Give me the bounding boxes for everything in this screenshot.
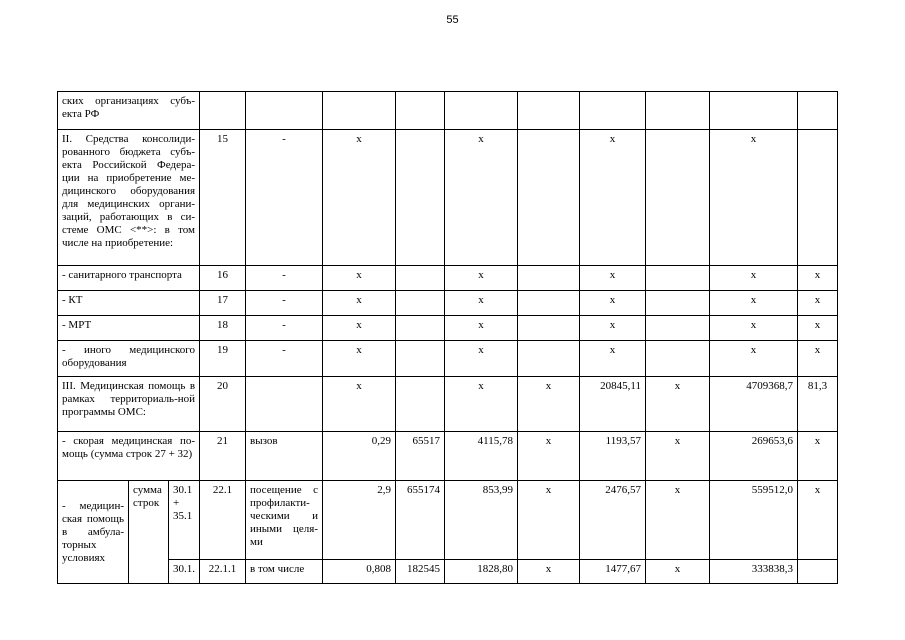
value-cell — [518, 266, 580, 291]
value-cell: х — [580, 291, 646, 316]
table-row — [58, 341, 838, 377]
value-cell — [518, 341, 580, 377]
unit-cell — [246, 377, 323, 432]
row-number: 22.1 — [200, 481, 246, 560]
value-cell: 853,99 — [445, 481, 518, 560]
table-row — [58, 377, 838, 432]
value-cell: х — [646, 560, 710, 584]
row-name: - скорая медицинская по-мощь (сумма строк 27 + 32) — [58, 432, 200, 481]
unit-cell: вызов — [246, 432, 323, 481]
value-cell: х — [445, 130, 518, 266]
value-cell: х — [710, 266, 798, 291]
value-cell — [396, 92, 445, 130]
value-cell — [396, 266, 445, 291]
value-cell — [396, 316, 445, 341]
value-cell: х — [798, 341, 838, 377]
unit-cell: - — [246, 341, 323, 377]
value-cell — [396, 291, 445, 316]
value-cell — [646, 266, 710, 291]
value-cell: х — [518, 481, 580, 560]
value-cell: х — [518, 560, 580, 584]
table-row — [58, 481, 838, 560]
value-cell: х — [710, 130, 798, 266]
value-cell — [646, 92, 710, 130]
value-cell: х — [710, 291, 798, 316]
value-cell: х — [798, 432, 838, 481]
value-cell: х — [580, 130, 646, 266]
value-cell: х — [710, 316, 798, 341]
table-row — [58, 130, 838, 266]
row-number: 17 — [200, 291, 246, 316]
value-cell: 1193,57 — [580, 432, 646, 481]
table-row — [58, 291, 838, 316]
value-cell: х — [580, 266, 646, 291]
row-number: 21 — [200, 432, 246, 481]
value-cell: х — [798, 291, 838, 316]
value-cell: х — [646, 377, 710, 432]
row-name: II. Средства консолиди-рованного бюджета субъ-екта Российской Федера-ции на приобретение ме-дицинского оборудования для медицинских органи-заций, работающих в си-стеме ОМС <**>: в том числе на приобретение: — [58, 130, 200, 266]
unit-cell: - — [246, 266, 323, 291]
value-cell: х — [710, 341, 798, 377]
value-cell: 182545 — [396, 560, 445, 584]
value-cell: 2476,57 — [580, 481, 646, 560]
value-cell — [798, 92, 838, 130]
value-cell: х — [518, 432, 580, 481]
row-number — [200, 92, 246, 130]
row-name: ских организациях субъ-екта РФ — [58, 92, 200, 130]
row-name: - КТ — [58, 291, 200, 316]
value-cell: 20845,11 — [580, 377, 646, 432]
value-cell — [798, 560, 838, 584]
value-cell: х — [323, 316, 396, 341]
table-row — [58, 92, 838, 130]
value-cell — [518, 130, 580, 266]
value-cell: 4709368,7 — [710, 377, 798, 432]
table-row — [58, 316, 838, 341]
row-name: - иного медицинского оборудования — [58, 341, 200, 377]
value-cell — [646, 341, 710, 377]
value-cell — [646, 316, 710, 341]
value-cell: х — [580, 341, 646, 377]
value-cell — [798, 130, 838, 266]
row-name: - МРТ — [58, 316, 200, 341]
page-number: 55 — [446, 14, 459, 26]
value-cell: 655174 — [396, 481, 445, 560]
row-number: 16 — [200, 266, 246, 291]
value-cell: х — [323, 291, 396, 316]
financing-table — [57, 91, 838, 584]
unit-cell: - — [246, 316, 323, 341]
table-row — [58, 266, 838, 291]
value-cell: 65517 — [396, 432, 445, 481]
row-number: 18 — [200, 316, 246, 341]
value-cell: х — [518, 377, 580, 432]
row-name: - медицин-ская помощь в амбула-торных условиях — [58, 481, 129, 584]
value-cell: х — [323, 377, 396, 432]
table-row — [58, 432, 838, 481]
unit-cell — [246, 92, 323, 130]
value-cell: х — [445, 316, 518, 341]
value-cell — [396, 130, 445, 266]
row-number: 22.1.1 — [200, 560, 246, 584]
row-number: 20 — [200, 377, 246, 432]
value-cell — [646, 291, 710, 316]
value-cell — [646, 130, 710, 266]
row-name: - санитарного транспорта — [58, 266, 200, 291]
value-cell: 1828,80 — [445, 560, 518, 584]
unit-cell: - — [246, 291, 323, 316]
value-cell — [396, 377, 445, 432]
value-cell — [445, 92, 518, 130]
value-cell: х — [445, 266, 518, 291]
sum-label: сумма строк — [129, 481, 169, 584]
value-cell — [518, 291, 580, 316]
value-cell — [710, 92, 798, 130]
value-cell — [396, 341, 445, 377]
value-cell: 0,29 — [323, 432, 396, 481]
sum-rows: 30.1. — [169, 560, 200, 584]
value-cell: 2,9 — [323, 481, 396, 560]
value-cell: 0,808 — [323, 560, 396, 584]
value-cell: х — [323, 266, 396, 291]
value-cell: 81,3 — [798, 377, 838, 432]
value-cell: 269653,6 — [710, 432, 798, 481]
value-cell — [518, 92, 580, 130]
value-cell: 1477,67 — [580, 560, 646, 584]
value-cell: х — [445, 291, 518, 316]
value-cell: х — [445, 377, 518, 432]
value-cell: х — [445, 341, 518, 377]
value-cell: х — [798, 316, 838, 341]
value-cell: 559512,0 — [710, 481, 798, 560]
value-cell: х — [323, 130, 396, 266]
value-cell: х — [646, 481, 710, 560]
value-cell: х — [646, 432, 710, 481]
value-cell: 4115,78 — [445, 432, 518, 481]
unit-cell: - — [246, 130, 323, 266]
value-cell: 333838,3 — [710, 560, 798, 584]
value-cell — [518, 316, 580, 341]
value-cell — [580, 92, 646, 130]
row-number: 19 — [200, 341, 246, 377]
unit-cell: посещение с профилакти-ческими и иными целя-ми — [246, 481, 323, 560]
row-number: 15 — [200, 130, 246, 266]
row-name: III. Медицинская помощь в рамках территориаль-ной программы ОМС: — [58, 377, 200, 432]
value-cell — [323, 92, 396, 130]
value-cell: х — [798, 266, 838, 291]
value-cell: х — [323, 341, 396, 377]
value-cell: х — [798, 481, 838, 560]
value-cell: х — [580, 316, 646, 341]
sum-rows: 30.1 + 35.1 — [169, 481, 200, 560]
unit-cell: в том числе — [246, 560, 323, 584]
table-row — [58, 560, 838, 584]
